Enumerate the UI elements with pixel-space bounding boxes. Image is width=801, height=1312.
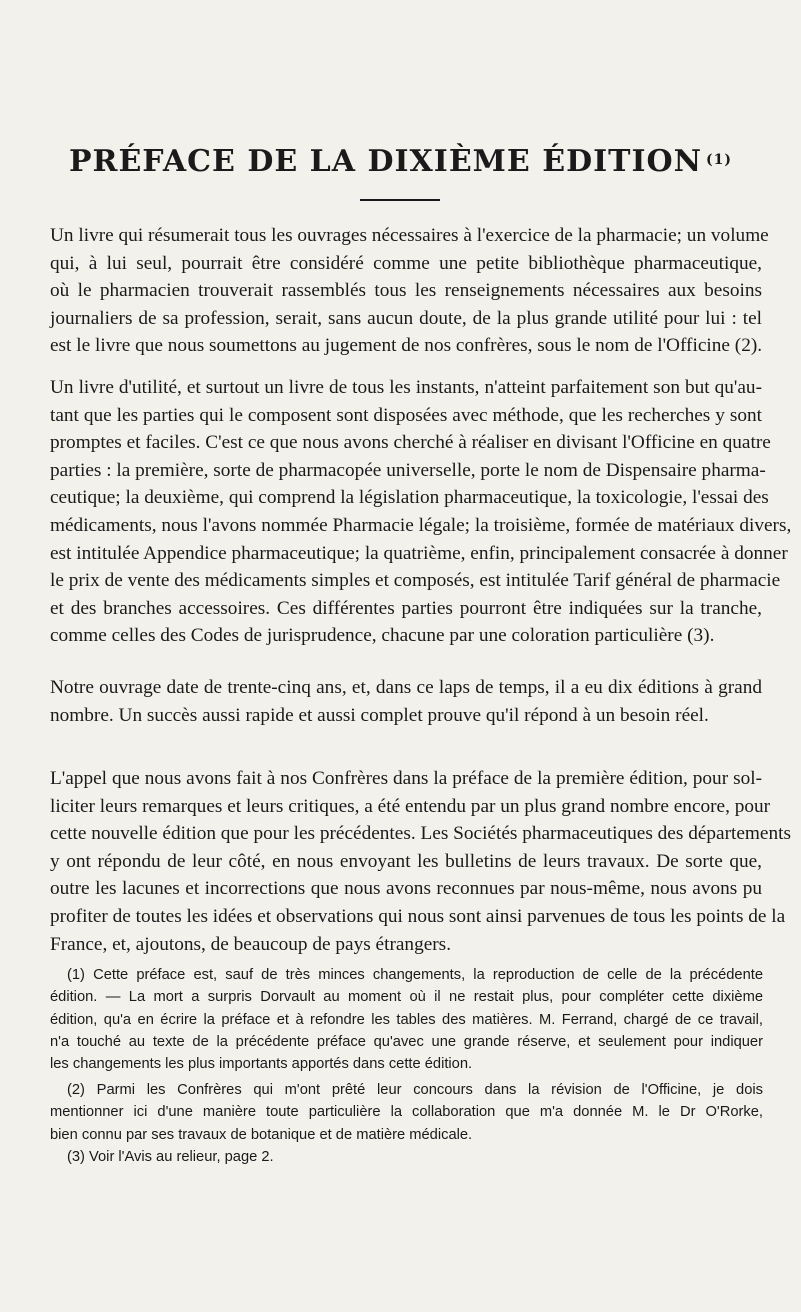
page-title <box>0 142 801 182</box>
text-line: médicaments, nous l'avons nommée Pharmacie légale; la troisième, formée de matériaux divers, <box>50 514 792 536</box>
footnote-line: bien connu par ses travaux de botanique et de matière médicale. <box>50 1126 473 1143</box>
title-divider <box>360 199 440 201</box>
text-line: liciter leurs remarques et leurs critiques, a été entendu par un plus grand nombre encore, pour <box>50 795 771 817</box>
text-line: cette nouvelle édition que pour les précédentes. Les Sociétés pharmaceutiques des départements <box>50 823 791 845</box>
footnote-3 <box>50 1146 763 1168</box>
text-line: est intitulée Appendice pharmaceutique; la quatrième, enfin, principalement consacrée à donner <box>50 542 788 564</box>
text-line: outre les lacunes et incorrections que nous avons reconnues par nous-même, nous avons pu <box>50 878 762 900</box>
footnote-line: édition, qu'a en écrire la préface et à refondre les tables des matières. M. Ferrand, chargé de ce travail, <box>50 1011 763 1028</box>
paragraph-2 <box>50 374 792 650</box>
text-line: parties : la première, sorte de pharmacopée universelle, porte le nom de Dispensaire pharma- <box>50 459 766 481</box>
text-line: Notre ouvrage date de trente-cinq ans, et, dans ce laps de temps, il a eu dix éditions à grand <box>50 677 762 698</box>
text-line: tant que les parties qui le composent sont disposées avec méthode, que les recherches y sont <box>50 404 762 426</box>
text-line: où le pharmacien trouverait rassemblés tous les renseignements nécessaires aux besoins <box>50 280 762 302</box>
text-line: qui, à lui seul, pourrait être considéré comme une petite bibliothèque pharmaceutique, <box>50 252 762 274</box>
footnote-line: (1) Cette préface est, sauf de très minces changements, la reproduction de celle de la précédente <box>67 967 763 983</box>
text-line: Un livre d'utilité, et surtout un livre de tous les instants, n'atteint parfaitement son but qu'au- <box>50 377 762 398</box>
text-line: journaliers de sa profession, serait, sans aucun doute, de la plus grande utilité pour lui : tel <box>50 307 762 329</box>
text-line: le prix de vente des médicaments simples et composés, est intitulée Tarif général de pharmacie <box>50 570 781 592</box>
text-line: y ont répondu de leur côté, en nous envoyant les bulletins de leurs travaux. De sorte que, <box>50 850 762 872</box>
paragraph-1 <box>50 222 769 360</box>
text-line: L'appel que nous avons fait à nos Confrères dans la préface de la première édition, pour sol- <box>50 768 762 789</box>
page-title-text: PRÉFACE DE LA DIXIÈME ÉDITION <box>68 144 703 179</box>
text-line: comme celles des Codes de jurisprudence, chacune par une coloration particulière (3). <box>50 625 715 647</box>
text-line: est le livre que nous soumettons au jugement de nos confrères, sous le nom de l'Officine (2). <box>50 335 763 357</box>
footnote-line: (3) Voir l'Avis au relieur, page 2. <box>67 1149 274 1165</box>
paragraph-4 <box>50 765 791 958</box>
footnote-marker: (1) <box>706 152 733 168</box>
text-line: promptes et faciles. C'est ce que nous avons cherché à réaliser en divisant l'Officine en quatre <box>50 432 771 454</box>
text-line: France, et, ajoutons, de beaucoup de pays étrangers. <box>50 933 452 955</box>
footnote-1 <box>50 964 763 1075</box>
footnote-line: mentionner ici d'une manière toute particulière la collaboration que m'a donnée M. le Dr O'Rorke, <box>50 1104 763 1121</box>
text-line: et des branches accessoires. Ces différentes parties pourront être indiquées sur la tranche, <box>50 597 762 619</box>
footnote-line: les changements les plus importants apportés dans cette édition. <box>50 1056 473 1073</box>
text-line: ceutique; la deuxième, qui comprend la législation pharmaceutique, la toxicologie, l'essai des <box>50 487 769 509</box>
footnote-2 <box>50 1079 763 1146</box>
text-line: Un livre qui résumerait tous les ouvrages nécessaires à l'exercice de la pharmacie; un volume <box>50 225 769 246</box>
footnote-line: n'a touché au texte de la précédente préface qu'avec une grande réserve, et seulement pour indiquer <box>50 1033 763 1050</box>
text-line: profiter de toutes les idées et observations qui nous sont ainsi parvenues de tous les points de la <box>50 905 786 927</box>
footnote-line: édition. — La mort a surpris Dorvault au moment où il ne restait plus, pour compléter cette dixième <box>50 989 763 1006</box>
text-line: nombre. Un succès aussi rapide et aussi complet prouve qu'il répond à un besoin réel. <box>50 704 709 726</box>
footnote-line: (2) Parmi les Confrères qui m'ont prêté leur concours dans la révision de l'Officine, je dois <box>67 1082 763 1098</box>
paragraph-3 <box>50 674 762 729</box>
